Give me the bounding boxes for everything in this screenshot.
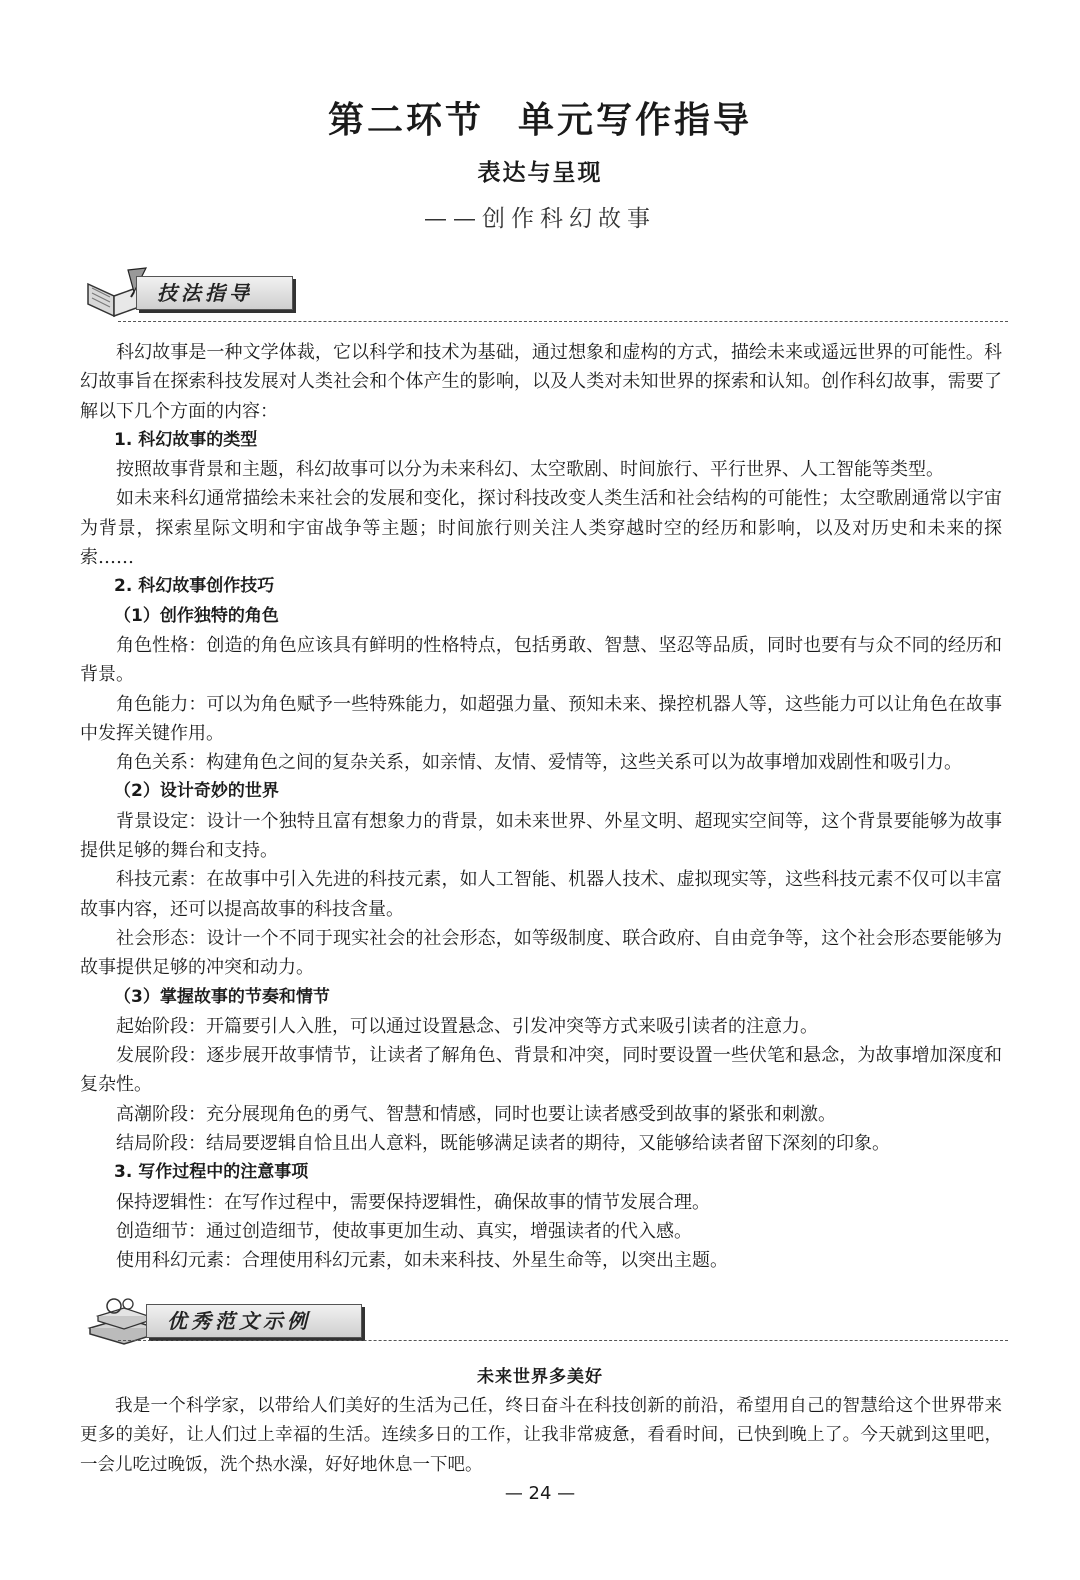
body-paragraph: 创造细节：通过创造细节，使故事更加生动、真实，增强读者的代入感。 <box>116 1220 692 1242</box>
techniques-banner <box>84 266 304 318</box>
page-number: — 24 — <box>504 1483 576 1504</box>
essay-title: 未来世界多美好 <box>477 1367 603 1387</box>
techniques-banner-label: 技法指导 <box>136 276 293 310</box>
body-paragraph: 起始阶段：开篇要引人入胜，可以通过设置悬念、引发冲突等方式来吸引读者的注意力。 <box>116 1015 818 1037</box>
section-heading: 3. 写作过程中的注意事项 <box>114 1162 309 1183</box>
body-paragraph: 如未来科幻通常描绘未来社会的发展和变化，探讨科技改变人类生活和社会结构的可能性；太空歌剧通常以宇宙为背景，探索星际文明和宇宙战争等主题；时间旅行则关注人类穿越时空的经历和影响，以及对历史和未来的探索…… <box>80 488 1002 569</box>
section-heading: （3）掌握故事的节奏和情节 <box>114 986 330 1007</box>
techniques-divider <box>118 321 1008 322</box>
chapter-title-part1: 第二环节 <box>327 99 484 141</box>
chapter-title <box>0 92 1080 143</box>
section-subtitle: 表达与呈现 <box>477 160 603 186</box>
body-paragraph: 结局阶段：结局要逻辑自恰且出人意料，既能够满足读者的期待，又能够给读者留下深刻的印象。 <box>116 1133 890 1155</box>
essay-body <box>80 1392 1002 1480</box>
section-heading: （2）设计奇妙的世界 <box>114 781 279 802</box>
section-heading: 2. 科幻故事创作技巧 <box>114 576 275 597</box>
body-paragraph: 角色能力：可以为角色赋予一些特殊能力，如超强力量、预知未来、操控机器人等，这些能力可以让角色在故事中发挥关键作用。 <box>80 693 1002 744</box>
examples-divider <box>118 1340 1008 1341</box>
chapter-title-part2: 单元写作指导 <box>518 99 753 141</box>
body-paragraph: 保持逻辑性：在写作过程中，需要保持逻辑性，确保故事的情节发展合理。 <box>116 1191 710 1213</box>
body-paragraph: 使用科幻元素：合理使用科幻元素，如未来科技、外星生命等，以突出主题。 <box>116 1250 728 1272</box>
body-paragraph: 社会形态：设计一个不同于现实社会的社会形态，如等级制度、联合政府、自由竞争等，这个社会形态要能够为故事提供足够的冲突和动力。 <box>80 927 1002 979</box>
body-paragraph: 高潮阶段：充分展现角色的勇气、智慧和情感，同时也要让读者感受到故事的紧张和刺激。 <box>116 1103 836 1125</box>
body-paragraph: 按照故事背景和主题，科幻故事可以分为未来科幻、太空歌剧、时间旅行、平行世界、人工智能等类型。 <box>116 459 944 481</box>
section-heading: 1. 科幻故事的类型 <box>114 429 258 450</box>
body-paragraph: 背景设定：设计一个独特且富有想象力的背景，如未来世界、外星文明、超现实空间等，这个背景要能够为故事提供足够的舞台和支持。 <box>80 810 1002 862</box>
body-paragraph: 科幻故事是一种文学体裁，它以科学和技术为基础，通过想象和虚构的方式，描绘未来或遥远世界的可能性。科幻故事旨在探索科技发展对人类社会和个体产生的影响，以及人类对未知世界的探索和认知。创作科幻故事，需要了解以下几个方面的内容： <box>80 342 1002 422</box>
section-sub-subtitle: ——创作科幻故事 <box>424 206 656 232</box>
body-paragraph: 角色关系：构建角色之间的复杂关系，如亲情、友情、爱情等，这些关系可以为故事增加戏剧性和吸引力。 <box>116 752 962 774</box>
examples-banner-label: 优秀范文示例 <box>146 1304 362 1338</box>
body-paragraph: 发展阶段：逐步展开故事情节，让读者了解角色、背景和冲突，同时要设置一些伏笔和悬念，为故事增加深度和复杂性。 <box>80 1045 1002 1096</box>
body-paragraph: 科技元素：在故事中引入先进的科技元素，如人工智能、机器人技术、虚拟现实等，这些科技元素不仅可以丰富故事内容，还可以提高故事的科技含量。 <box>80 869 1002 920</box>
essay-paragraph: 我是一个科学家，以带给人们美好的生活为己任，终日奋斗在科技创新的前沿，希望用自己的智慧给这个世界带来更多的美好，让人们过上幸福的生活。连续多日的工作，让我非常疲惫，看看时间，已快到晚上了。今天就到这里吧，一会儿吃过晚饭，洗个热水澡，好好地休息一下吧。 <box>80 1396 1002 1475</box>
body-paragraph: 角色性格：创造的角色应该具有鲜明的性格特点，包括勇敢、智慧、坚忍等品质，同时也要有与众不同的经历和背景。 <box>80 634 1002 686</box>
techniques-body <box>80 338 1002 1276</box>
section-heading: （1）创作独特的角色 <box>114 605 279 626</box>
examples-banner <box>84 1294 384 1346</box>
